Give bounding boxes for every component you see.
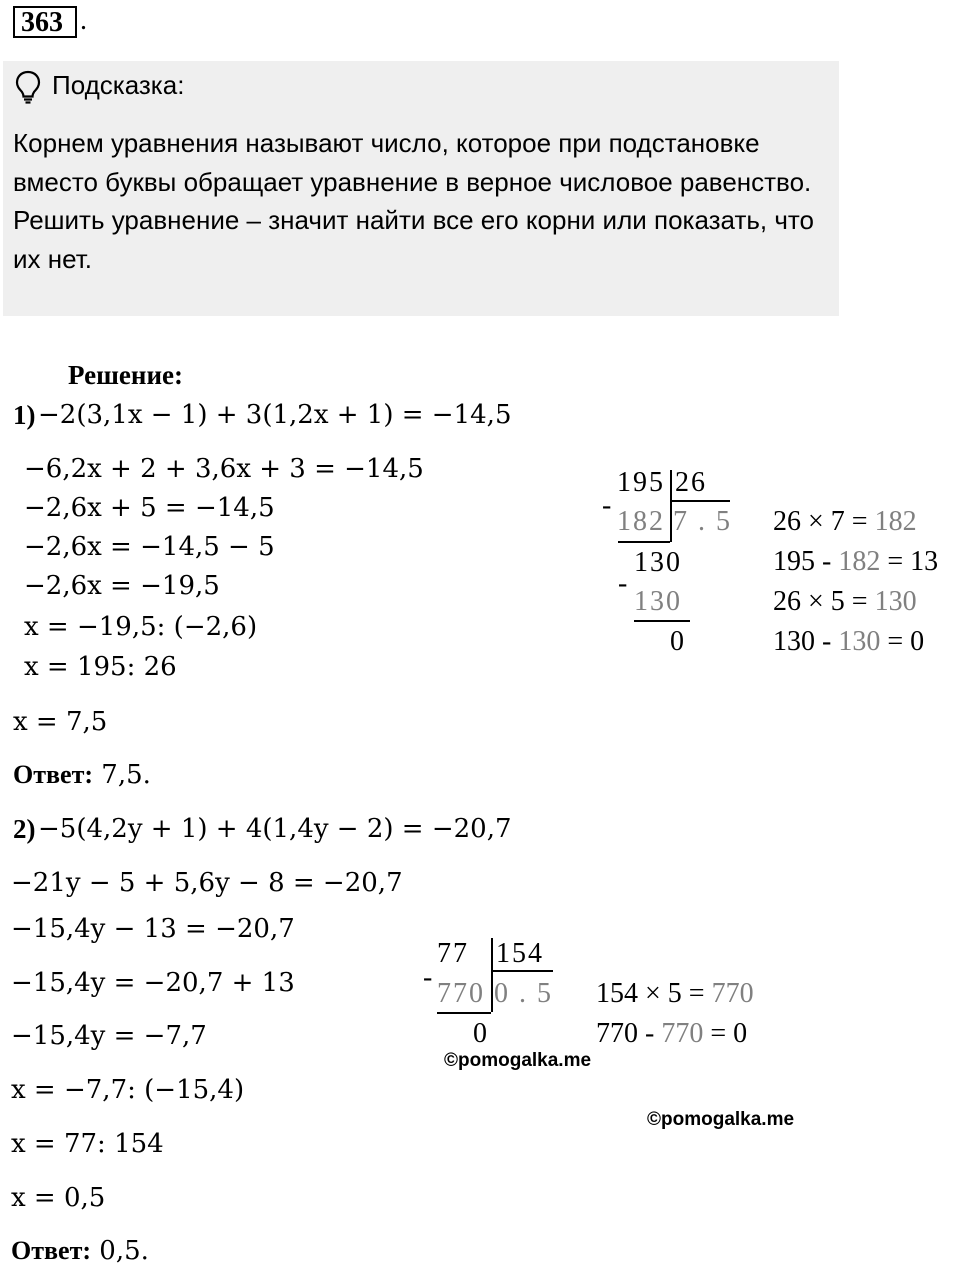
watermark: ©pomogalka.me bbox=[647, 1109, 795, 1130]
dividend: 195 bbox=[617, 467, 665, 498]
part2-step: −15,4y = −7,7 bbox=[11, 1021, 207, 1051]
answer-label: Ответ: bbox=[13, 760, 94, 789]
part1-answer bbox=[13, 758, 151, 792]
hint-paragraph: Решить уравнение – значит найти все его корни или показать, что их нет. bbox=[13, 205, 814, 274]
minus-sign: - bbox=[618, 568, 630, 599]
division-bracket-vertical bbox=[670, 470, 672, 542]
answer-value: 0,5. bbox=[91, 1236, 149, 1266]
part1-label: 1) bbox=[13, 400, 36, 430]
part2-step: −15,4y = −20,7 + 13 bbox=[11, 968, 295, 998]
division-note: 26 × 7 = 182 bbox=[773, 506, 917, 537]
problem-number-dot: . bbox=[80, 5, 87, 36]
part2-step: x = 77: 154 bbox=[11, 1129, 164, 1159]
part1-equation: −2(3,1x − 1) + 3(1,2x + 1) = −14,5 bbox=[38, 400, 512, 430]
part1-step: −6,2x + 2 + 3,6x + 3 = −14,5 bbox=[24, 454, 424, 484]
division-bracket-horizontal bbox=[491, 970, 553, 972]
remainder: 0 bbox=[473, 1018, 489, 1049]
answer-label: Ответ: bbox=[11, 1236, 92, 1265]
division-underline bbox=[618, 541, 670, 543]
subtrahend: 130 bbox=[634, 586, 682, 617]
remainder: 0 bbox=[670, 626, 686, 657]
subtrahend: 770 bbox=[437, 978, 485, 1009]
division-underline bbox=[634, 620, 690, 622]
divisor: 154 bbox=[496, 938, 544, 969]
solution-title: Решение: bbox=[68, 360, 183, 390]
part2-step: x = −7,7: (−15,4) bbox=[11, 1075, 245, 1105]
part1-result: x = 7,5 bbox=[13, 707, 108, 737]
lightbulb-icon bbox=[14, 70, 42, 104]
part1-step: −2,6x + 5 = −14,5 bbox=[24, 493, 275, 523]
part2-label: 2) bbox=[13, 814, 36, 844]
part1-step: x = −19,5: (−2,6) bbox=[24, 612, 258, 642]
part2-equation: −5(4,2y + 1) + 4(1,4y − 2) = −20,7 bbox=[38, 814, 512, 844]
division-note: 195 - 182 = 13 bbox=[773, 546, 939, 577]
part1-step: −2,6x = −19,5 bbox=[24, 571, 220, 601]
part1-step: x = 195: 26 bbox=[24, 652, 177, 682]
division-underline bbox=[437, 1012, 491, 1014]
division-bracket-horizontal bbox=[670, 500, 730, 502]
minus-sign: - bbox=[602, 490, 614, 521]
problem-number: 363 bbox=[13, 6, 77, 38]
part2-step: x = 0,5 bbox=[11, 1183, 106, 1213]
part2-step: −15,4y − 13 = −20,7 bbox=[11, 914, 295, 944]
hint-title: Подсказка: bbox=[52, 70, 185, 100]
division-note: 770 - 770 = 0 bbox=[596, 1018, 748, 1049]
answer-value: 7,5. bbox=[93, 760, 151, 790]
quotient: 7 . 5 bbox=[673, 506, 732, 537]
subtrahend: 182 bbox=[617, 506, 665, 537]
quotient: 0 . 5 bbox=[494, 978, 553, 1009]
part2-step: −21y − 5 + 5,6y − 8 = −20,7 bbox=[11, 868, 403, 898]
watermark: ©pomogalka.me bbox=[444, 1050, 592, 1071]
division-note: 154 × 5 = 770 bbox=[596, 978, 754, 1009]
divisor: 26 bbox=[675, 467, 707, 498]
division-note: 26 × 5 = 130 bbox=[773, 586, 917, 617]
dividend: 77 bbox=[437, 938, 469, 969]
minus-sign: - bbox=[423, 962, 435, 993]
division-note: 130 - 130 = 0 bbox=[773, 626, 925, 657]
part2-answer bbox=[11, 1234, 149, 1268]
remainder: 130 bbox=[634, 547, 682, 578]
part1-step: −2,6x = −14,5 − 5 bbox=[24, 532, 275, 562]
hint-text bbox=[13, 124, 833, 278]
hint-paragraph: Корнем уравнения называют число, которое при подстановке вместо буквы обращает уравнение в верное числовое равенство. bbox=[13, 128, 812, 197]
division-bracket-vertical bbox=[491, 938, 493, 1012]
